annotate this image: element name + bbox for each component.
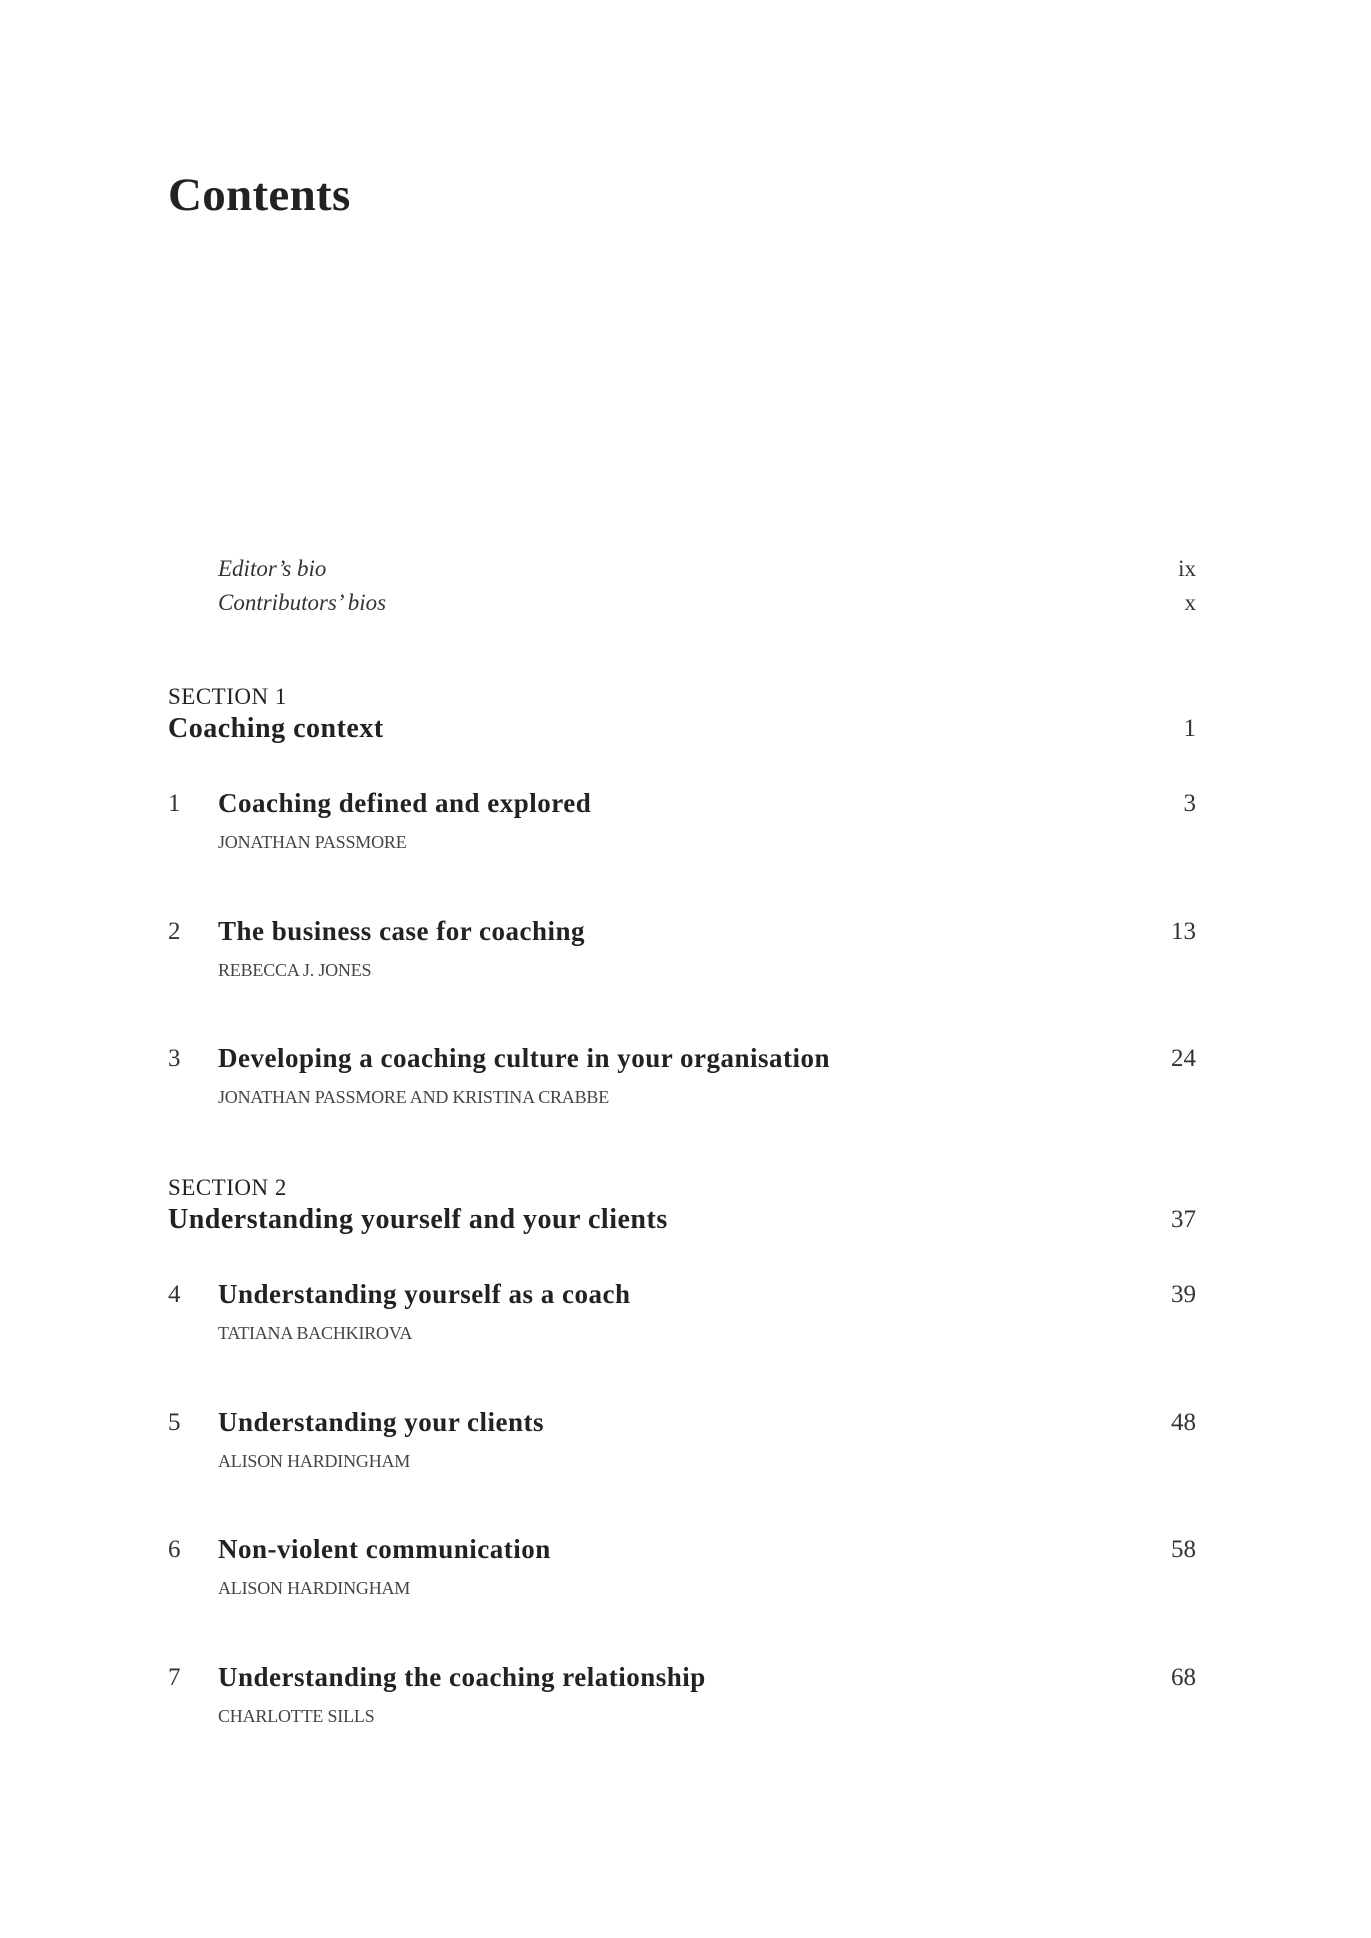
chapter-page: 58	[1171, 1536, 1196, 1563]
chapter-author: REBECCA J. JONES	[218, 960, 372, 980]
chapter-author: JONATHAN PASSMORE	[218, 832, 407, 852]
chapter-title: Developing a coaching culture in your organisation	[218, 1043, 831, 1073]
chapter-title: The business case for coaching	[218, 916, 586, 946]
chapter-author: ALISON HARDINGHAM	[218, 1451, 411, 1471]
chapter-page: 68	[1171, 1664, 1196, 1691]
chapter-page: 24	[1171, 1045, 1196, 1072]
chapter-author: JONATHAN PASSMORE AND KRISTINA CRABBE	[218, 1087, 610, 1107]
section-label: SECTION 2	[168, 1175, 287, 1200]
section-title: Coaching context	[168, 713, 384, 744]
chapter-page: 48	[1171, 1409, 1196, 1436]
chapter-page: 3	[1183, 790, 1196, 817]
page-title: Contents	[168, 169, 351, 221]
chapter-number: 1	[168, 790, 181, 817]
section-page: 1	[1183, 715, 1196, 742]
chapter-number: 3	[168, 1045, 181, 1072]
chapter-author: CHARLOTTE SILLS	[218, 1706, 375, 1726]
chapter-author: TATIANA BACHKIROVA	[218, 1323, 413, 1343]
section-page: 37	[1171, 1206, 1196, 1233]
front-matter-title: Contributors’ bios	[218, 590, 387, 615]
chapter-page: 13	[1171, 918, 1196, 945]
chapter-title: Understanding the coaching relationship	[218, 1662, 706, 1692]
chapter-title: Non-violent communication	[218, 1534, 551, 1564]
chapter-number: 6	[168, 1536, 181, 1563]
chapter-author: ALISON HARDINGHAM	[218, 1578, 411, 1598]
chapter-title: Coaching defined and explored	[218, 788, 592, 818]
front-matter-title: Editor’s bio	[218, 556, 327, 581]
front-matter-page: x	[1184, 590, 1196, 615]
chapter-number: 7	[168, 1664, 181, 1691]
chapter-number: 5	[168, 1409, 181, 1436]
chapter-number: 4	[168, 1281, 181, 1308]
section-label: SECTION 1	[168, 684, 287, 709]
section-title: Understanding yourself and your clients	[168, 1204, 668, 1235]
chapter-page: 39	[1171, 1281, 1196, 1308]
chapter-number: 2	[168, 918, 181, 945]
front-matter-page: ix	[1178, 556, 1196, 581]
chapter-title: Understanding yourself as a coach	[218, 1279, 631, 1309]
chapter-title: Understanding your clients	[218, 1407, 545, 1437]
